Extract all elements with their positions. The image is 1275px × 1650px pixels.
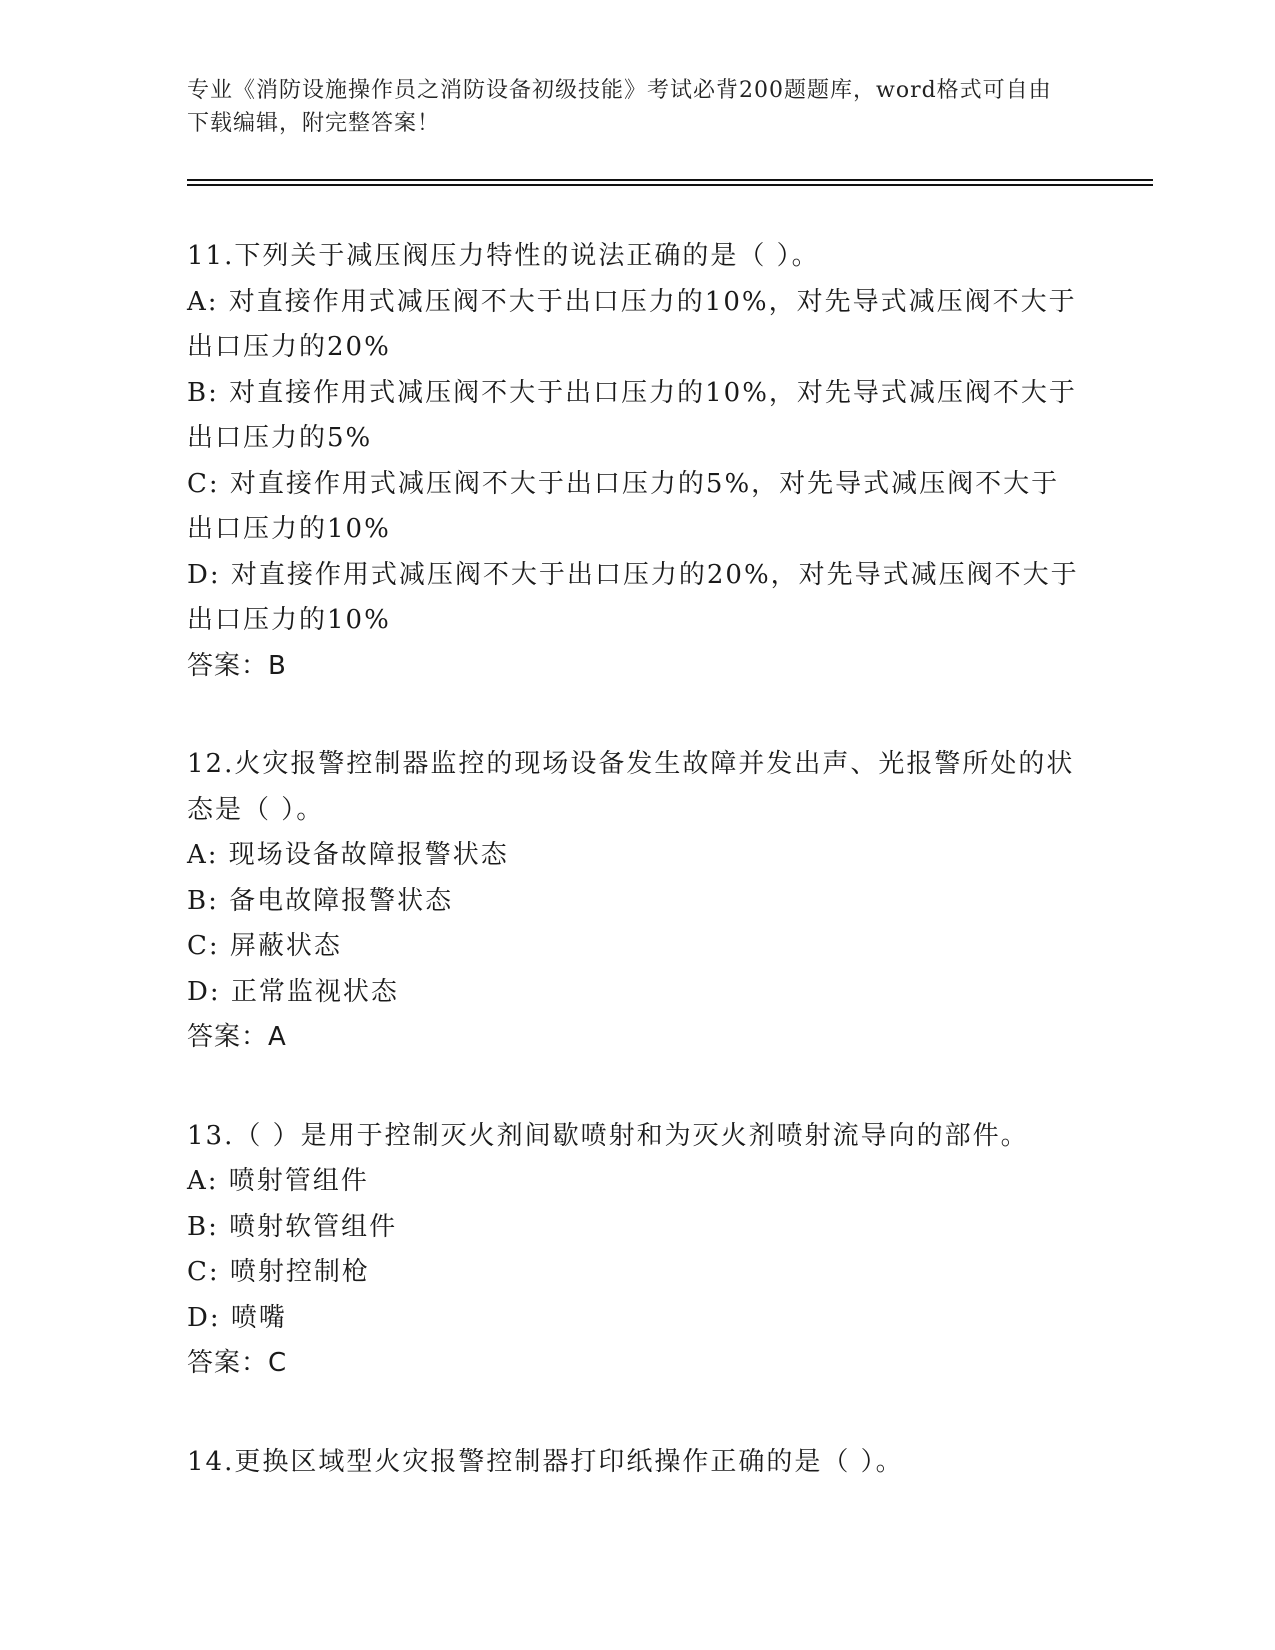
document-header: 专业《消防设施操作员之消防设备初级技能》考试必背200题题库，word格式可自由下载编辑，附完整答案！ bbox=[187, 78, 1052, 136]
question-12 bbox=[187, 742, 1087, 1061]
answer: 答案：B bbox=[187, 650, 287, 681]
question-title: 11.下列关于减压阀压力特性的说法正确的是（ ）。 bbox=[187, 241, 820, 271]
option-c: C: 喷射控制枪 bbox=[187, 1257, 370, 1287]
answer: 答案：C bbox=[187, 1348, 288, 1378]
header-divider-bottom bbox=[187, 184, 1153, 186]
option-b: B: 对直接作用式减压阀不大于出口压力的10%，对先导式减压阀不大于出口压力的5% bbox=[187, 377, 1077, 453]
option-a: A: 喷射管组件 bbox=[187, 1166, 369, 1196]
option-c: C: 屏蔽状态 bbox=[187, 931, 342, 961]
option-a: A: 对直接作用式减压阀不大于出口压力的10%，对先导式减压阀不大于出口压力的20% bbox=[187, 286, 1077, 362]
header-divider-top bbox=[187, 179, 1153, 181]
question-title: 12.火灾报警控制器监控的现场设备发生故障并发出声、光报警所处的状态是（ ）。 bbox=[187, 749, 1075, 825]
question-list bbox=[187, 234, 1087, 1538]
option-c: C: 对直接作用式减压阀不大于出口压力的5%，对先导式减压阀不大于出口压力的10% bbox=[187, 468, 1060, 544]
option-d: D: 对直接作用式减压阀不大于出口压力的20%，对先导式减压阀不大于出口压力的10% bbox=[187, 559, 1079, 635]
answer: 答案：A bbox=[187, 1022, 287, 1052]
question-14 bbox=[187, 1440, 1087, 1486]
option-d: D: 正常监视状态 bbox=[187, 976, 399, 1007]
option-b: B: 备电故障报警状态 bbox=[187, 885, 454, 916]
option-b: B: 喷射软管组件 bbox=[187, 1211, 398, 1242]
question-13 bbox=[187, 1114, 1087, 1387]
option-a: A: 现场设备故障报警状态 bbox=[187, 840, 509, 870]
question-11 bbox=[187, 234, 1087, 689]
option-d: D: 喷嘴 bbox=[187, 1302, 287, 1333]
question-title: 13.（ ）是用于控制灭火剂间歇喷射和为灭火剂喷射流导向的部件。 bbox=[187, 1120, 1029, 1151]
question-title: 14.更换区域型火灾报警控制器打印纸操作正确的是（ ）。 bbox=[187, 1446, 904, 1477]
